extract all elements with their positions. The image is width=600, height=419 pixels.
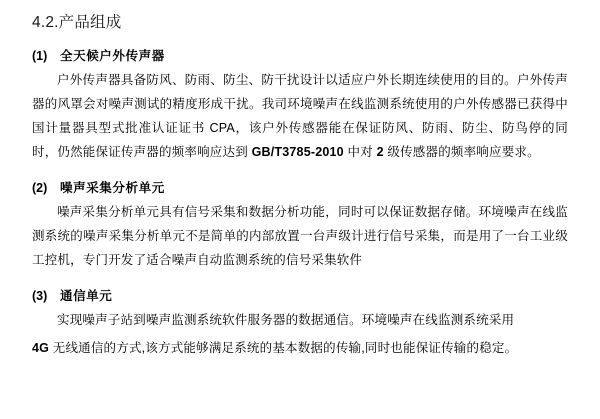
emphasis-text: 4G [32,341,50,355]
body-text: 户外传声器具备防风、防雨、防尘、防干扰设计以适应户外长期连续使用的目的。户外传声器的风罩会对噪声测试的精度形成干扰。我司环境噪声在线监测系统使用的户外传感器已获得中国计量器具型式批准认证证书 CPA，该户外传感器能在保证防风、防雨、防尘、防鸟停的同时，仍然能保证传声器的频率响应达到 [32,73,568,159]
body-text: 中对 [343,145,377,159]
list-item-number: (2) [32,181,48,195]
body-text: 实现噪声子站到噪声监测系统软件服务器的数据通信。环境噪声在线监测系统采用 [57,313,515,327]
paragraph [32,308,568,332]
body-text: 无线通信的方式,该方式能够满足系统的基本数据的传输,同时也能保证传输的稳定。 [49,341,518,355]
list-item-title: 噪声采集分析单元 [60,181,165,195]
body-text: 级传感器的频率响应要求。 [383,145,540,159]
list-item-number: (1) [32,49,48,63]
list-item-number: (3) [32,289,48,303]
list-item-heading [32,46,568,64]
paragraph [32,200,568,272]
paragraph [32,68,568,164]
emphasis-text: GB/T3785-2010 [251,145,344,159]
emphasis-text: 2 [376,145,384,159]
document-body [0,32,600,360]
page-title: 4.2.产品组成 [32,14,122,31]
list-item-heading [32,178,568,196]
paragraph [32,336,568,360]
list-item-title: 通信单元 [60,289,113,303]
body-text: 噪声采集分析单元具有信号采集和数据分析功能，同时可以保证数据存储。环境噪声在线监测系统的噪声采集分析单元不是简单的内部放置一台声级计进行信号采集，而是用了一台工业级工控机，专门开发了适合噪声自动监测系统的信号采集软件 [32,205,568,267]
list-item-heading [32,286,568,304]
list-item-title: 全天候户外传声器 [60,49,165,63]
